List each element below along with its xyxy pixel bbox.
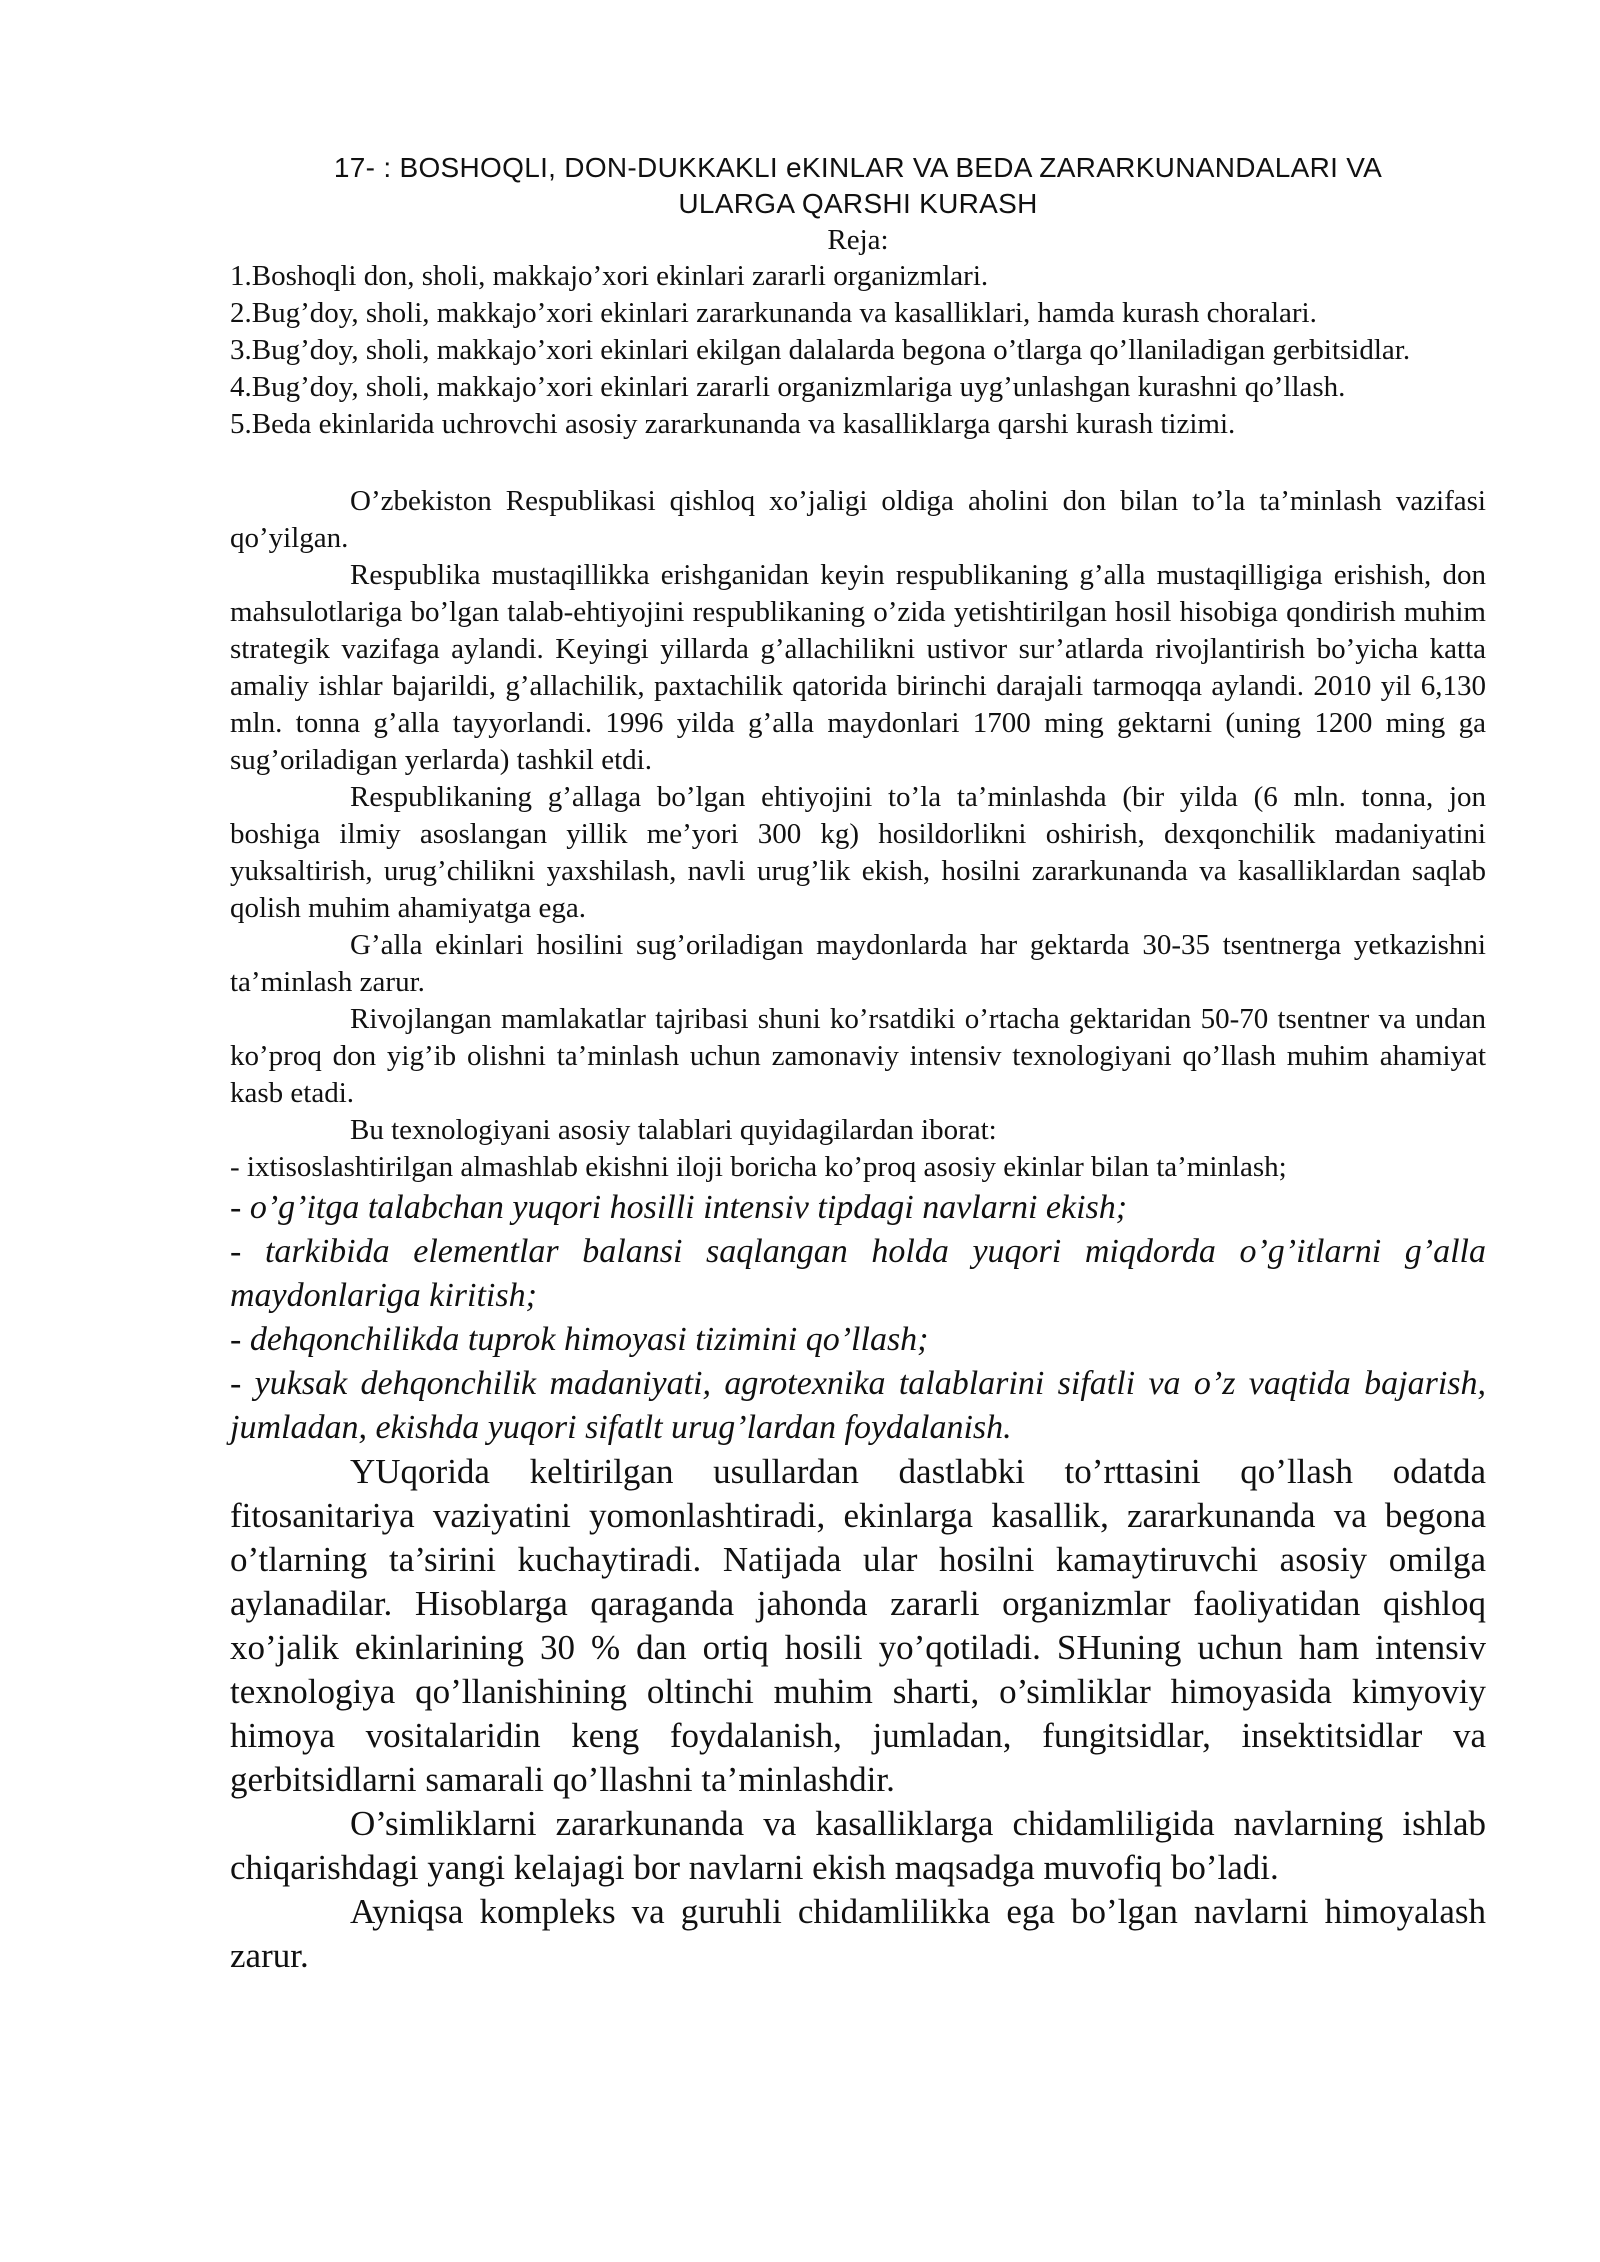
paragraph: Respublika mustaqillikka erishganidan keyin respublikaning g’alla mustaqilligiga erishish, don mahsulotlariga bo’lgan talab-ehtiyojini respublikaning o’zida yetishtirilgan hosil hisobiga qondirish muhim strategik vazifaga aylandi. Keyingi yillarda g’allachilikni ustivor sur’atlarda rivojlantirish bo’yicha katta amaliy ishlar bajarildi, g’allachilik, paxtachilik qatorida birinchi darajali tarmoqqa aylandi. 2010 yil 6,130 mln. tonna g’alla tayyorlandi. 1996 yilda g’alla maydonlari 1700 ming gektarni (uning 1200 ming ga sug’oriladigan yerlarda) tashkil etdi.	[230, 559, 1486, 776]
requirement-item: - ixtisoslashtirilgan almashlab ekishni iloji boricha ko’proq asosiy ekinlar bilan ta’minlash;	[230, 1151, 1287, 1183]
plan-heading: Reja:	[827, 224, 889, 256]
paragraph: G’alla ekinlari hosilini sug’oriladigan maydonlarda har gektarda 30-35 tsentnerga yetkazishni ta’minlash zarur.	[230, 929, 1486, 998]
paragraph: O’zbekiston Respublikasi qishloq xo’jaligi oldiga aholini don bilan to’la ta’minlash vazifasi qo’yilgan.	[230, 485, 1486, 554]
requirement-item: - tarkibida elementlar balansi saqlangan holda yuqori miqdorda o’g’itlarni g’alla maydonlariga kiritish;	[230, 1233, 1486, 1314]
document-page	[230, 150, 1486, 1978]
plan-item: 2.Bug’doy, sholi, makkajo’xori ekinlari zararkunanda va kasalliklari, hamda kurash choralari.	[230, 297, 1317, 329]
requirement-item: - yuksak dehqonchilik madaniyati, agrotexnika talablarini sifatli va o’z vaqtida bajarish, jumladan, ekishda yuqori sifatlt urug’lardan foydalanish.	[230, 1365, 1486, 1446]
requirement-item: - dehqonchilikda tuprok himoyasi tizimini qo’llash;	[230, 1321, 929, 1358]
paragraph: Bu texnologiyani asosiy talablari quyidagilardan iborat:	[350, 1114, 997, 1146]
paragraph: O’simliklarni zararkunanda va kasalliklarga chidamliligida navlarning ishlab chiqarishdagi yangi kelajagi bor navlarni ekish maqsadga muvofiq bo’ladi.	[230, 1804, 1486, 1887]
paragraph: Respublikaning g’allaga bo’lgan ehtiyojini to’la ta’minlashda (bir yilda (6 mln. tonna, jon boshiga ilmiy asoslangan yillik me’yori 300 kg) hosildorlikni oshirish, dexqonchilik madaniyatini yuksaltirish, urug’chilikni yaxshilash, navli urug’lik ekish, hosilni zararkunanda va kasalliklardan saqlab qolish muhim ahamiyatga ega.	[230, 781, 1486, 924]
plan-item: 3.Bug’doy, sholi, makkajo’xori ekinlari ekilgan dalalarda begona o’tlarga qo’llaniladigan gerbitsidlar.	[230, 334, 1411, 366]
plan-item: 5.Beda ekinlarida uchrovchi asosiy zararkunanda va kasalliklarga qarshi kurash tizimi.	[230, 408, 1236, 440]
plan-list	[230, 258, 1486, 443]
paragraph: Rivojlangan mamlakatlar tajribasi shuni ko’rsatdiki o’rtacha gektaridan 50-70 tsentner va undan ko’proq don yig’ib olishni ta’minlash uchun zamonaviy intensiv texnologiyani qo’llash muhim ahamiyat kasb etadi.	[230, 1003, 1486, 1109]
paragraph: Ayniqsa kompleks va guruhli chidamlilikka ega bo’lgan navlarni himoyalash zarur.	[230, 1892, 1486, 1975]
paragraph: YUqorida keltirilgan usullardan dastlabki to’rttasini qo’llash odatda fitosanitariya vaziyatini yomonlashtiradi, ekinlarga kasallik, zararkunanda va begona o’tlarning ta’sirini kuchaytiradi. Natijada ular hosilni kamaytiruvchi asosiy omilga aylanadilar. Hisoblarga qaraganda jahonda zararli organizmlar faoliyatidan qishloq xo’jalik ekinlarining 30 % dan ortiq hosili yo’qotiladi. SHuning uchun ham intensiv texnologiya qo’llanishining oltinchi muhim sharti, o’simliklar himoyasida kimyoviy himoya vositalaridin keng foydalanish, jumladan, fungitsidlar, insektitsidlar va gerbitsidlarni samarali qo’llashni ta’minlashdir.	[230, 1452, 1486, 1799]
spacer	[230, 443, 1486, 483]
title-line-1: 17- : BOSHOQLI, DON-DUKKAKLI eKINLAR VA BEDA ZARARKUNANDALARI VA	[333, 152, 1383, 183]
plan-item: 4.Bug’doy, sholi, makkajo’xori ekinlari zararli organizmlariga uyg’unlashgan kurashni qo’llash.	[230, 371, 1346, 403]
plan-item: 1.Boshoqli don, sholi, makkajo’xori ekinlari zararli organizmlari.	[230, 260, 989, 292]
title-line-2: ULARGA QARSHI KURASH	[678, 188, 1038, 219]
document-title	[230, 150, 1486, 222]
requirement-item: - o’g’itga talabchan yuqori hosilli intensiv tipdagi navlarni ekish;	[230, 1189, 1128, 1226]
